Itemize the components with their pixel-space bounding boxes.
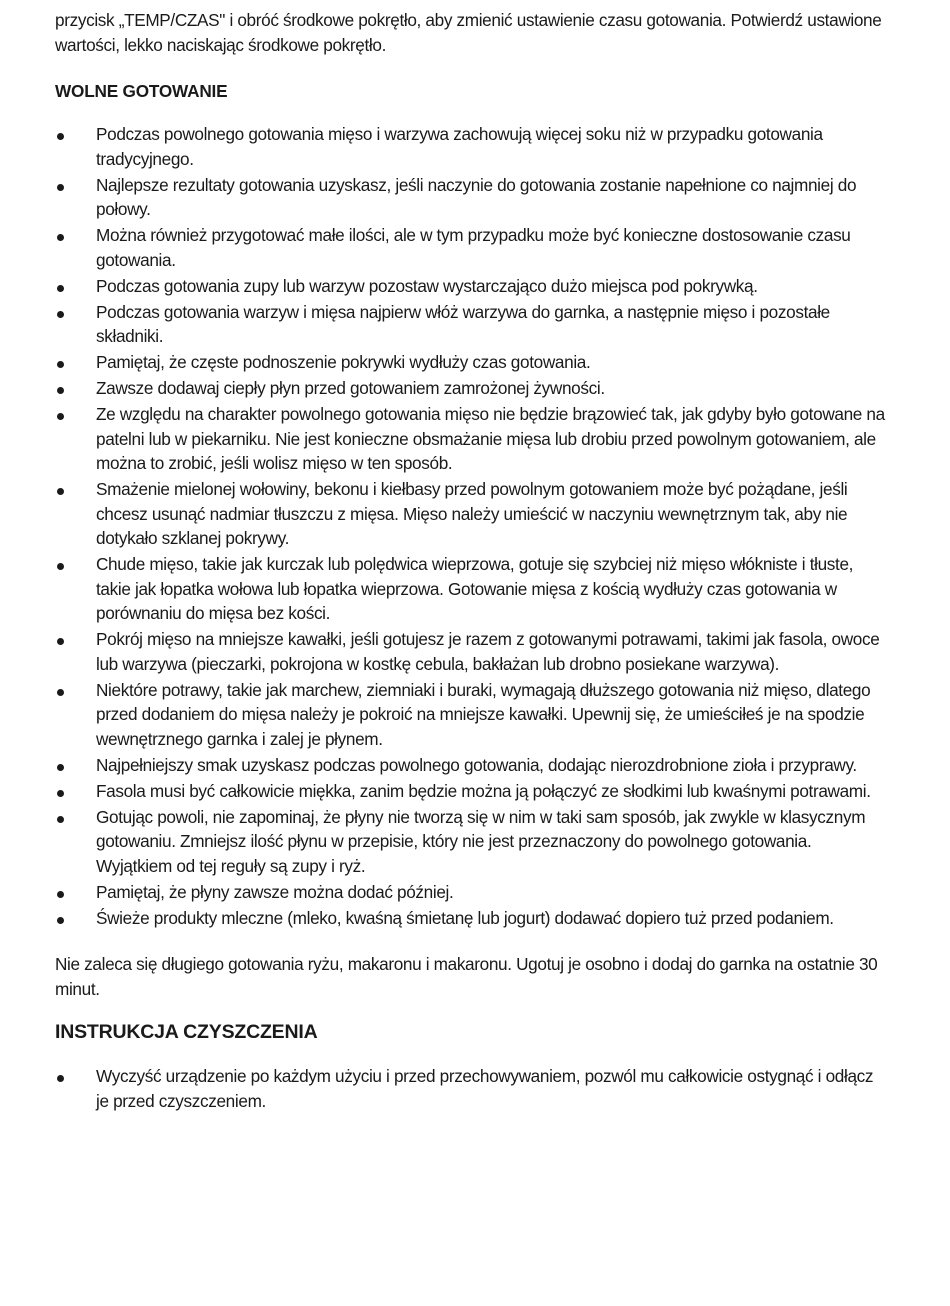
bullet-icon bbox=[57, 764, 64, 771]
list-item bbox=[55, 906, 887, 931]
slow-cooking-list bbox=[55, 122, 887, 930]
list-item-text: Najpełniejszy smak uzyskasz podczas powolnego gotowania, dodając nierozdrobnione zioła i przyprawy. bbox=[96, 754, 857, 775]
list-item-text: Pamiętaj, że częste podnoszenie pokrywki wydłuży czas gotowania. bbox=[96, 352, 591, 372]
list-item-text: Wyczyść urządzenie po każdym użyciu i przed przechowywaniem, pozwól mu całkowicie ostygnąć i odłącz je przed czyszczeniem. bbox=[96, 1066, 874, 1111]
list-item-text: Podczas powolnego gotowania mięso i warzywa zachowują więcej soku niż w przypadku gotowania tradycyjnego. bbox=[96, 124, 823, 169]
list-item-text: Smażenie mielonej wołowiny, bekonu i kiełbasy przed powolnym gotowaniem może być pożądane, jeśli chcesz usunąć nadmiar tłuszczu z mięsa. Mięso należy umieścić w naczyniu wewnętrznym tak, aby nie dotykało szklanej pokrywy. bbox=[96, 479, 848, 548]
bullet-icon bbox=[57, 184, 64, 191]
list-item-text: Podczas gotowania warzyw i mięsa najpierw włóż warzywa do garnka, a następnie mięso i pozostałe składniki. bbox=[96, 301, 830, 346]
bullet-icon bbox=[57, 234, 64, 241]
list-item-text: Niektóre potrawy, takie jak marchew, ziemniaki i buraki, wymagają dłuższego gotowania niż mięso, dlatego przed dodaniem do mięsa należy je pokroić na mniejsze kawałki. Upewnij się, że umieściłeś je na spodzie wewnętrznego garnka i zalej je płynem. bbox=[96, 679, 871, 749]
bullet-icon bbox=[57, 1075, 64, 1082]
bullet-icon bbox=[57, 563, 64, 570]
list-item-text: Gotując powoli, nie zapominaj, że płyny nie tworzą się w nim w taki sam sposób, jak zwykle w klasycznym gotowaniu. Zmniejsz ilość płynu w przepisie, który nie jest przeznaczony do powolnego gotowania. Wyjątkiem od tej reguły są zupy i ryż. bbox=[96, 806, 866, 876]
list-item-text: Chude mięso, takie jak kurczak lub polędwica wieprzowa, gotuje się szybciej niż mięso włókniste i tłuste, takie jak łopatka wołowa lub łopatka wieprzowa. Gotowanie mięsa z kością wydłuży czas gotowania w porównaniu do mięsa bez kości. bbox=[96, 554, 854, 623]
list-item bbox=[55, 880, 887, 905]
list-item-text: Zawsze dodawaj ciepły płyn przed gotowaniem zamrożonej żywności. bbox=[96, 378, 605, 398]
list-item bbox=[55, 753, 887, 778]
list-item bbox=[55, 173, 887, 222]
list-item bbox=[55, 627, 887, 676]
list-item bbox=[55, 223, 887, 272]
intro-paragraph: przycisk „TEMP/CZAS" i obróć środkowe pokrętło, aby zmienić ustawienie czasu gotowania. Potwierdź ustawione wartości, lekko naciskając środkowe pokrętło. bbox=[55, 10, 882, 55]
bullet-icon bbox=[57, 133, 64, 140]
bullet-icon bbox=[57, 488, 64, 495]
manual-page bbox=[55, 8, 887, 1115]
bullet-icon bbox=[57, 638, 64, 645]
list-item-text: Fasola musi być całkowicie miękka, zanim będzie można ją połączyć ze słodkimi lub kwaśnymi potrawami. bbox=[96, 780, 871, 801]
bullet-icon bbox=[57, 285, 64, 292]
list-item bbox=[55, 477, 887, 551]
bullet-icon bbox=[57, 891, 64, 898]
list-item-text: Świeże produkty mleczne (mleko, kwaśną śmietanę lub jogurt) dodawać dopiero tuż przed podaniem. bbox=[96, 907, 834, 928]
list-item bbox=[55, 678, 887, 752]
list-item-text: Ze względu na charakter powolnego gotowania mięso nie będzie brązowieć tak, jak gdyby było gotowane na patelni lub w piekarniku. Nie jest konieczne obsmażanie mięsa lub drobiu przed powolnym gotowaniem, ale można to zrobić, jeśli wolisz mięso w ten sposób. bbox=[96, 404, 885, 473]
cleaning-heading: INSTRUKCJA CZYSZCZENIA bbox=[55, 1021, 318, 1043]
list-item bbox=[55, 402, 887, 476]
bullet-icon bbox=[57, 790, 64, 797]
list-item-text: Podczas gotowania zupy lub warzyw pozostaw wystarczająco dużo miejsca pod pokrywką. bbox=[96, 275, 758, 296]
cleaning-list bbox=[55, 1064, 887, 1113]
list-item bbox=[55, 552, 887, 626]
list-item bbox=[55, 805, 887, 879]
bullet-icon bbox=[57, 689, 64, 696]
list-item bbox=[55, 122, 887, 171]
list-item-text: Można również przygotować małe ilości, ale w tym przypadku może być konieczne dostosowanie czasu gotowania. bbox=[96, 225, 851, 270]
bullet-icon bbox=[57, 413, 64, 420]
list-item bbox=[55, 779, 887, 804]
list-item bbox=[55, 1064, 887, 1113]
bullet-icon bbox=[57, 816, 64, 823]
list-item bbox=[55, 350, 887, 375]
slow-cooking-heading: WOLNE GOTOWANIE bbox=[55, 81, 228, 101]
bullet-icon bbox=[57, 387, 64, 394]
rice-pasta-note: Nie zaleca się długiego gotowania ryżu, makaronu i makaronu. Ugotuj je osobno i dodaj do garnka na ostatnie 30 minut. bbox=[55, 954, 878, 999]
list-item bbox=[55, 376, 887, 401]
bullet-icon bbox=[57, 361, 64, 368]
list-item-text: Najlepsze rezultaty gotowania uzyskasz, jeśli naczynie do gotowania zostanie napełnione co najmniej do połowy. bbox=[96, 174, 857, 219]
list-item-text: Pamiętaj, że płyny zawsze można dodać później. bbox=[96, 881, 454, 902]
bullet-icon bbox=[57, 311, 64, 318]
bullet-icon bbox=[57, 917, 64, 924]
list-item bbox=[55, 300, 887, 349]
list-item bbox=[55, 274, 887, 299]
list-item-text: Pokrój mięso na mniejsze kawałki, jeśli gotujesz je razem z gotowanymi potrawami, takimi jak fasola, owoce lub warzywa (pieczarki, pokrojona w kostkę cebula, bakłażan lub drobno posiekane warzywa). bbox=[96, 629, 880, 674]
